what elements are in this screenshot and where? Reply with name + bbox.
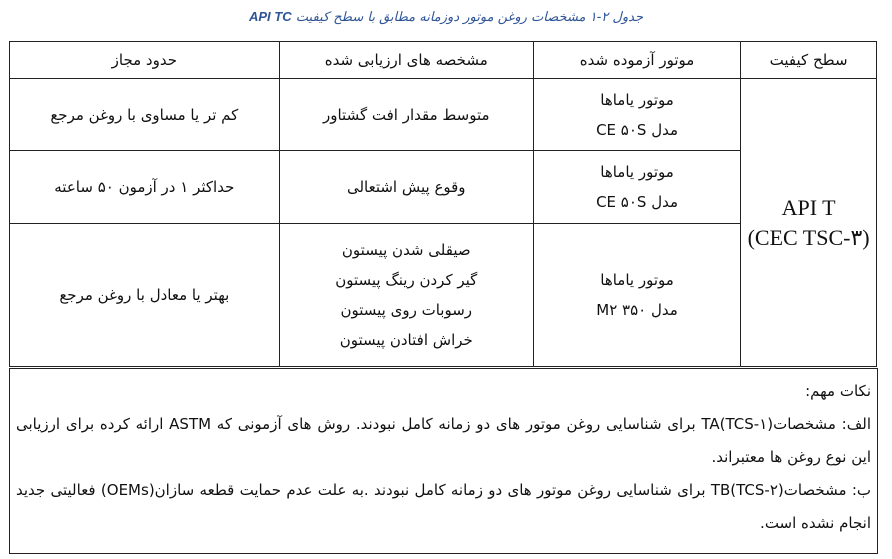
header-test-engine: موتور آزموده شده — [533, 42, 740, 79]
notes-title: نکات مهم: — [805, 382, 871, 400]
limit-text: حداکثر ۱ در آزمون ۵۰ ساعته — [54, 178, 235, 196]
quality-level-line1: API T — [781, 194, 836, 220]
engine-cell — [533, 151, 740, 224]
header-limits: حدود مجاز — [10, 42, 280, 79]
quality-level-cell — [741, 79, 877, 367]
engine-name: موتور یاماها — [600, 271, 674, 289]
property-item: رسوبات روی پیستون — [340, 301, 473, 319]
property-item: متوسط مقدار افت گشتاور — [323, 105, 490, 124]
property-cell — [279, 151, 533, 224]
caption-spec: API TC — [249, 9, 292, 24]
engine-name: موتور یاماها — [600, 163, 674, 181]
property-item: صیقلی شدن پیستون — [341, 241, 471, 259]
property-item: وقوع پیش اشتعالی — [346, 178, 466, 196]
engine-model: مدل ۳۵۰ M۲ — [596, 301, 678, 319]
engine-cell — [533, 224, 740, 367]
note-item-a: الف: مشخصات(TCS-۱)TA برای شناسایی روغن موتور های دو زمانه کامل نبودند. روش های آزمونی که ASTM ارائه کرده برای ارزیابی این نوع روغن ها معتبراند. — [16, 415, 871, 466]
header-quality-level: سطح کیفیت — [741, 42, 877, 79]
caption-text: جدول ۲-۱ مشخصات روغن موتور دوزمانه مطابق با سطح کیفیت — [295, 10, 643, 25]
engine-cell — [533, 79, 740, 151]
limit-cell — [10, 224, 280, 367]
limit-cell — [10, 79, 280, 151]
quality-level-line2: (CEC TSC-۳) — [747, 224, 870, 250]
limit-text: کم تر یا مساوی با روغن مرجع — [50, 105, 239, 124]
notes-box — [9, 368, 878, 554]
table-header-row — [10, 42, 877, 79]
table-caption — [0, 2, 892, 32]
limit-text: بهتر یا معادل با روغن مرجع — [59, 286, 230, 304]
header-evaluated-property: مشخصه های ارزیابی شده — [279, 42, 533, 79]
table-row — [10, 79, 877, 151]
property-item: خراش افتادن پیستون — [339, 331, 473, 349]
property-item: گیر کردن رینگ پیستون — [335, 271, 478, 289]
engine-model: مدل CE ۵۰S — [596, 120, 678, 139]
oil-spec-table — [9, 41, 877, 367]
property-cell — [279, 79, 533, 151]
note-item-b: ب: مشخصات(TCS-۲)TB برای شناسایی روغن موتور های دو زمانه کامل نبودند .به علت عدم حمایت قطعه سازان(OEMs) فعالیتی جدید انجام نشده است. — [16, 481, 872, 532]
limit-cell — [10, 151, 280, 224]
property-cell — [279, 224, 533, 367]
engine-name: موتور یاماها — [600, 90, 674, 109]
engine-model: مدل CE ۵۰S — [596, 193, 678, 211]
